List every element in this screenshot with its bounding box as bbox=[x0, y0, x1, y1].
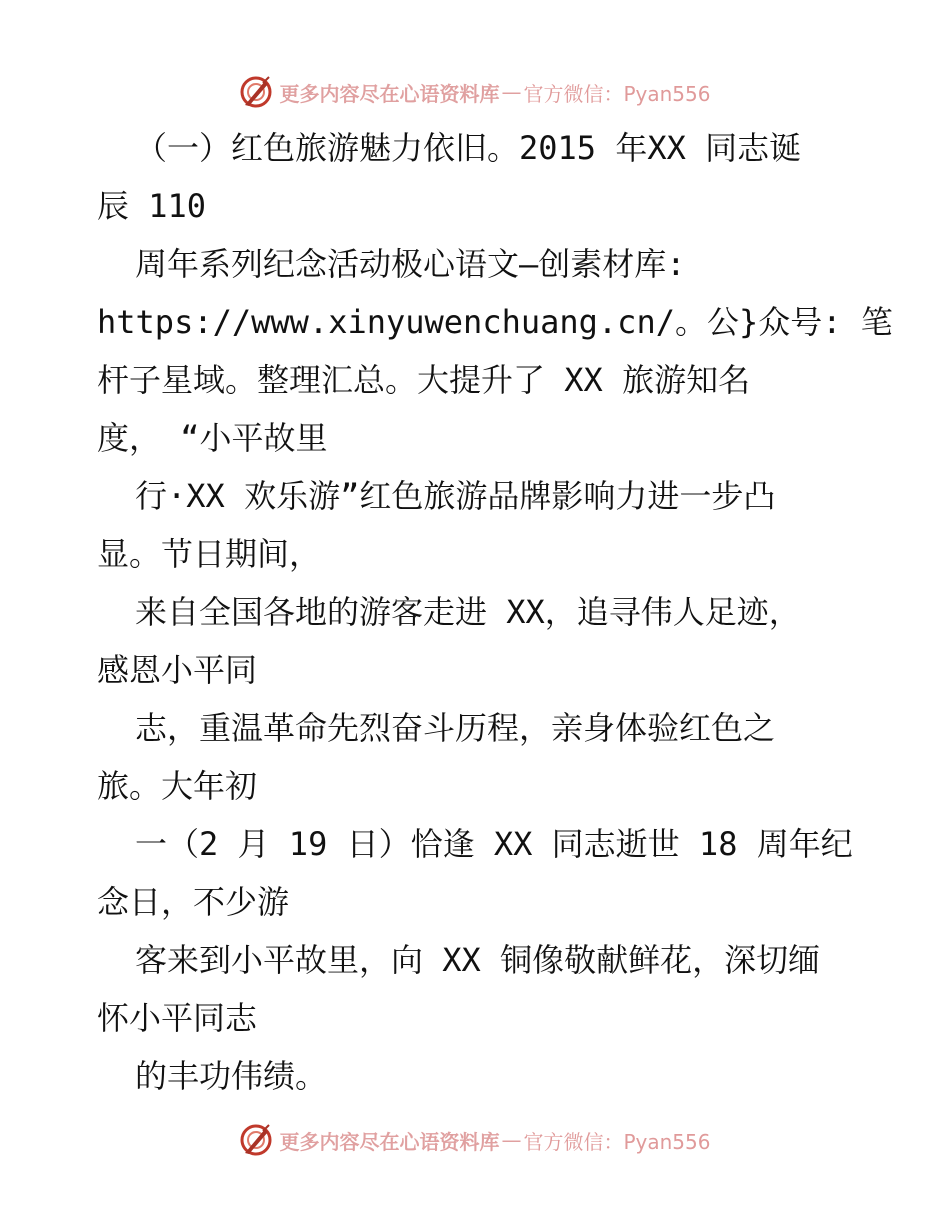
body-line: 怀小平同志 bbox=[97, 999, 258, 1037]
body-line: 杆子星域。整理汇总。大提升了 XX 旅游知名 bbox=[97, 361, 751, 399]
body-line: 感恩小平同 bbox=[97, 651, 258, 689]
header-wechat-text: 官方微信：Pyan556 bbox=[523, 81, 711, 106]
header-dash: — bbox=[501, 80, 522, 104]
body-line: 客来到小平故里，向 XX 铜像敬献鲜花，深切缅 bbox=[135, 941, 821, 979]
header-banner bbox=[0, 70, 950, 114]
body-line: 念日，不少游 bbox=[97, 883, 290, 921]
body-line: 辰 110 bbox=[97, 187, 207, 225]
header-promo-text: 更多内容尽在心语资料库 bbox=[279, 81, 500, 106]
body-line: 行·XX 欢乐游”红色旅游品牌影响力进一步凸 bbox=[135, 477, 776, 515]
footer-dash: — bbox=[501, 1128, 522, 1152]
body-line: 度， “小平故里 bbox=[97, 419, 328, 457]
body-line: 周年系列纪念活动极心语文—创素材库: bbox=[135, 245, 686, 283]
body-line: https://www.xinyuwenchuang.cn/。公}众号: 笔 bbox=[97, 303, 893, 341]
footer-wechat-text: 官方微信：Pyan556 bbox=[523, 1129, 711, 1154]
body-line: 志，重温革命先烈奋斗历程，亲身体验红色之 bbox=[135, 709, 776, 747]
quill-logo-icon bbox=[239, 75, 273, 109]
footer-banner bbox=[0, 1118, 950, 1162]
footer-promo-text: 更多内容尽在心语资料库 bbox=[279, 1129, 500, 1154]
body-line: 来自全国各地的游客走进 XX，追寻伟人足迹， bbox=[135, 593, 801, 631]
body-line: 的丰功伟绩。 bbox=[135, 1057, 328, 1095]
body-line: （一）红色旅游魅力依旧。2015 年XX 同志诞 bbox=[135, 129, 802, 167]
quill-logo-icon bbox=[239, 1123, 273, 1157]
body-line: 旅。大年初 bbox=[97, 767, 258, 805]
body-line: 显。节日期间， bbox=[97, 535, 322, 573]
body-line: 一（2 月 19 日）恰逢 XX 同志逝世 18 周年纪 bbox=[135, 825, 853, 863]
